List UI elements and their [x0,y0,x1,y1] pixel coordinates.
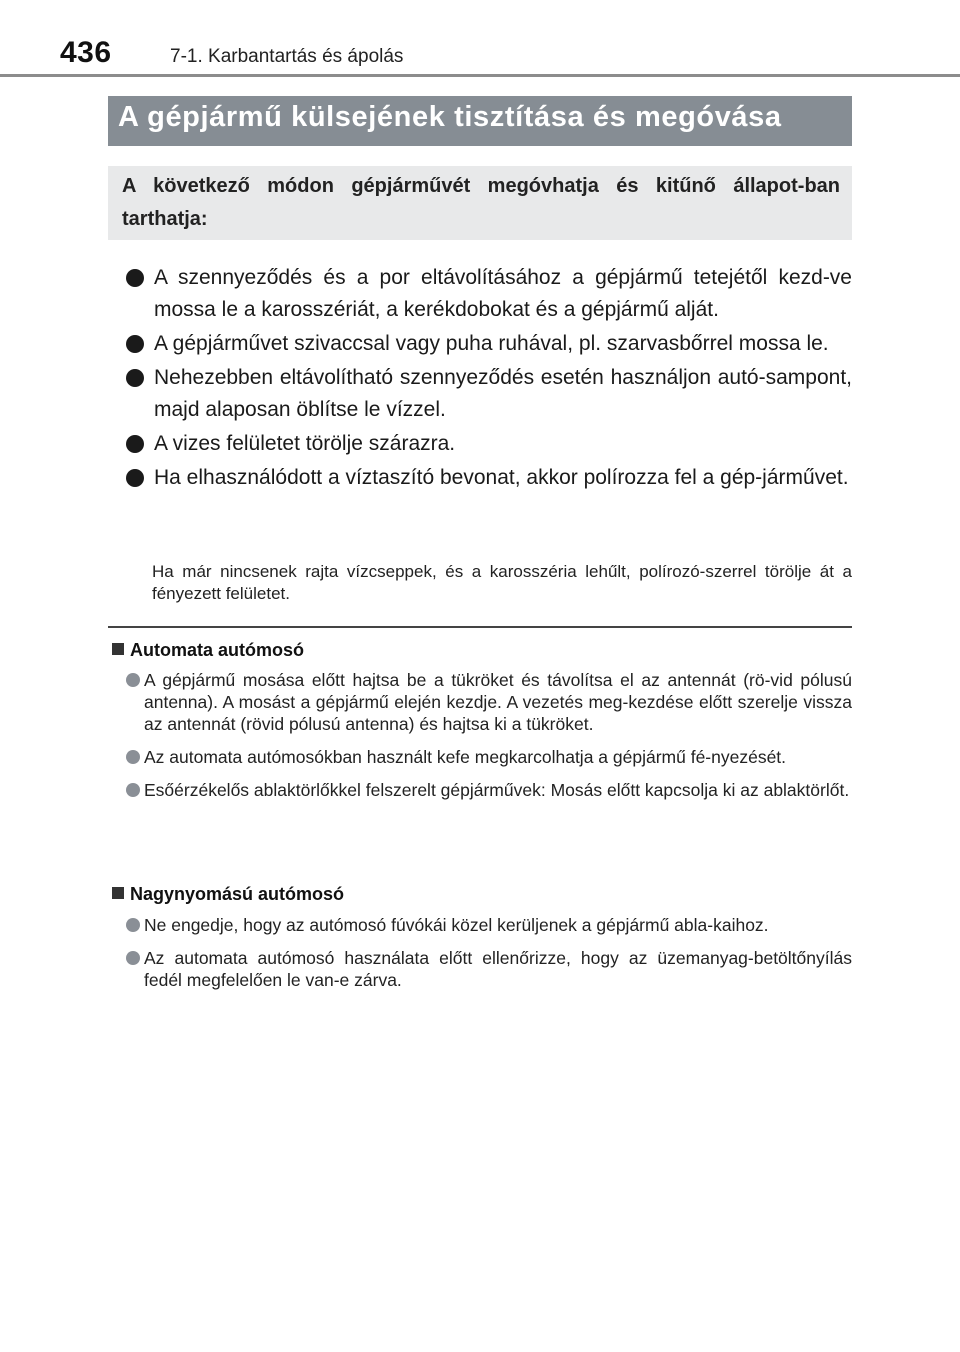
bullet-dot-icon [126,750,140,764]
list-item-text: Ha elhasználódott a víztaszító bevonat, akkor polírozza fel a gép-járművet. [154,466,849,489]
section-title: A gépjármű külsejének tisztítása és megóvása [118,101,782,133]
list-item-text: A gépjárművet szivaccsal vagy puha ruhával, pl. szarvasbőrrel mossa le. [154,332,829,355]
list-item [124,262,852,326]
list-item [124,462,852,494]
main-bullet-list [124,262,852,496]
list-item [124,428,852,460]
list-item [124,328,852,360]
subsection-heading-nagynyomasu [112,884,344,905]
bullet-dot-icon [126,951,140,965]
bullet-dot-icon [126,469,144,487]
bullet-dot-icon [126,435,144,453]
square-bullet-icon [112,643,124,655]
subsection-heading-text: Automata autómosó [130,640,305,660]
list-item-text: Ne engedje, hogy az autómosó fúvókái közel kerüljenek a gépjármű abla-kaihoz. [144,915,769,935]
intro-text: A következő módon gépjárművét megóvhatja és kitűnő állapot-ban tarthatja: [122,175,840,230]
list-item [126,947,852,991]
subsection-list-automata [126,669,852,812]
bullet-dot-icon [126,335,144,353]
subsection-heading-automata [112,640,304,661]
note-text: Ha már nincsenek rajta vízcseppek, és a karosszéria lehűlt, polírozó-szerrel törölje át a fényezett felületet. [152,562,852,603]
list-item-text: A gépjármű mosása előtt hajtsa be a tükröket és távolítsa el az antennát (rö-vid pólusú antenna). A mosást a gépjármű elején kezdje. A vezetés meg-kezdése előtt szerelje vissza az antennát (rövid pólusú antenna) és hajtsa ki a tükröket. [144,670,852,734]
list-item-text: Nehezebben eltávolítható szennyeződés esetén használjon autó-sampont, majd alaposan öblítse le vízzel. [154,366,852,421]
square-bullet-icon [112,887,124,899]
bullet-dot-icon [126,269,144,287]
bullet-dot-icon [126,673,140,687]
list-item [126,779,852,801]
subsection-heading-text: Nagynyomású autómosó [130,884,345,904]
list-item-text: Az automata autómosó használata előtt ellenőrizze, hogy az üzemanyag-betöltőnyílás fedél megfelelően le van-e zárva. [144,948,852,990]
chapter-title: 7-1. Karbantartás és ápolás [170,46,404,67]
page-number: 436 [60,36,112,69]
header-rule [0,74,960,77]
list-item-text: A vizes felületet törölje szárazra. [154,432,456,455]
bullet-dot-icon [126,918,140,932]
list-item [124,362,852,426]
list-item [126,914,852,936]
list-item-text: Esőérzékelős ablaktörlőkkel felszerelt gépjárművek: Mosás előtt kapcsolja ki az ablaktörlőt. [144,780,850,800]
list-item-text: Az automata autómosókban használt kefe megkarcolhatja a gépjármű fé-nyezését. [144,747,787,767]
divider [108,626,852,628]
subsection-list-nagynyomasu [126,914,852,1002]
list-item-text: A szennyeződés és a por eltávolításához a gépjármű tetejétől kezd-ve mossa le a karosszériát, a kerékdobokat és a gépjármű alját. [154,266,852,321]
list-item [126,746,852,768]
list-item [126,669,852,735]
bullet-dot-icon [126,369,144,387]
bullet-dot-icon [126,783,140,797]
